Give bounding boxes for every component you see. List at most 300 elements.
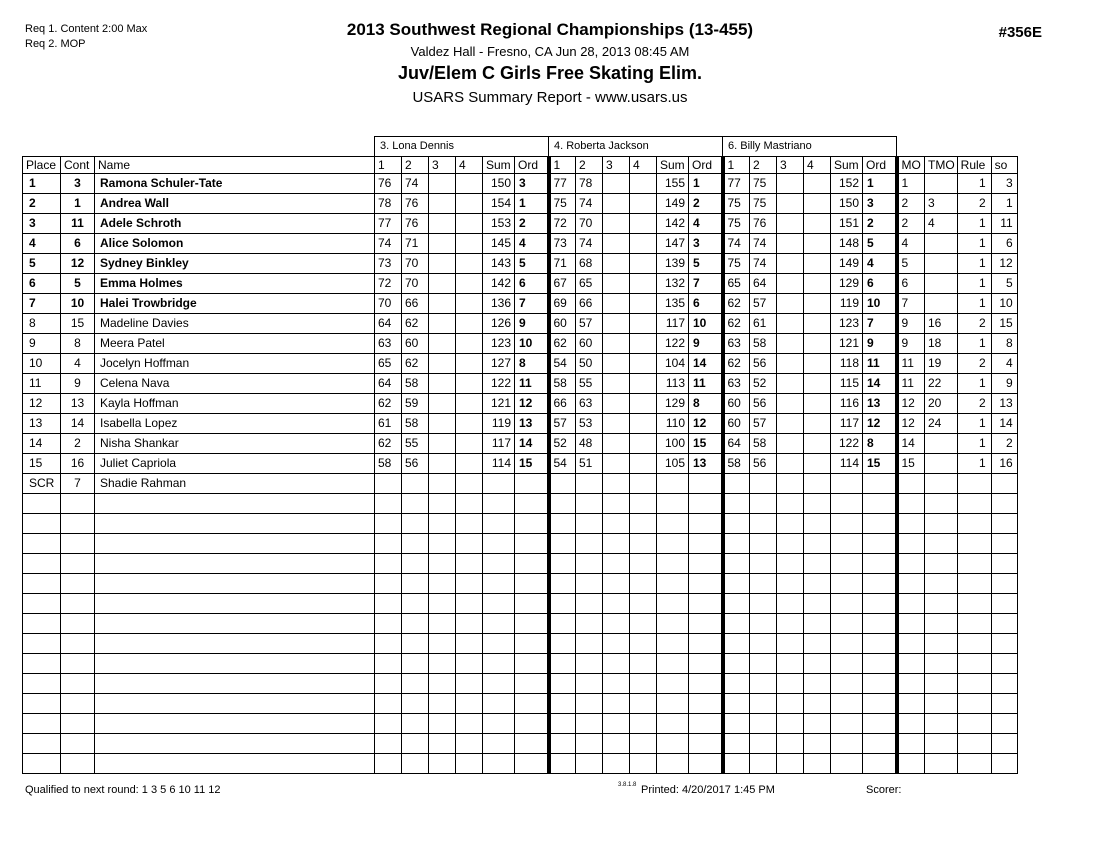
empty-cell	[603, 633, 630, 653]
ord-cell: 14	[863, 373, 897, 393]
tmo-cell	[925, 473, 958, 493]
score-cell	[603, 233, 630, 253]
col-header-1: 1	[375, 156, 402, 173]
sum-cell: 114	[483, 453, 515, 473]
place-cell: 3	[23, 213, 61, 233]
empty-cell	[831, 493, 863, 513]
ord-cell: 7	[863, 313, 897, 333]
empty-cell	[576, 613, 603, 633]
empty-cell	[863, 713, 897, 733]
score-cell	[777, 173, 804, 193]
name-cell: Celena Nava	[95, 373, 375, 393]
qualified-line: Qualified to next round: 1 3 5 6 10 11 12	[25, 784, 221, 796]
so-cell: 1	[991, 193, 1017, 213]
empty-cell	[429, 753, 456, 773]
empty-cell	[863, 653, 897, 673]
empty-cell	[630, 513, 657, 533]
mo-cell: 9	[897, 333, 925, 353]
ord-cell: 10	[689, 313, 723, 333]
score-cell	[603, 173, 630, 193]
score-cell: 65	[375, 353, 402, 373]
score-cell: 76	[402, 193, 429, 213]
empty-cell	[777, 633, 804, 653]
col-header-3: 3	[777, 156, 804, 173]
ord-cell: 8	[515, 353, 549, 373]
score-cell	[603, 473, 630, 493]
sum-cell: 122	[483, 373, 515, 393]
score-cell	[804, 253, 831, 273]
empty-cell	[483, 733, 515, 753]
empty-cell	[863, 633, 897, 653]
empty-cell	[456, 593, 483, 613]
empty-cell	[897, 753, 925, 773]
empty-cell	[723, 533, 750, 553]
empty-cell	[483, 713, 515, 733]
empty-cell	[95, 693, 375, 713]
empty-cell	[429, 673, 456, 693]
empty-cell	[925, 593, 958, 613]
empty-cell	[897, 573, 925, 593]
empty-cell	[689, 553, 723, 573]
empty-cell	[750, 693, 777, 713]
score-cell	[402, 473, 429, 493]
mo-cell	[897, 473, 925, 493]
score-cell: 64	[375, 313, 402, 333]
cont-cell: 5	[61, 273, 95, 293]
empty-cell	[777, 673, 804, 693]
empty-cell	[957, 633, 991, 653]
score-cell	[777, 333, 804, 353]
score-cell	[630, 413, 657, 433]
empty-cell	[375, 593, 402, 613]
ord-cell: 14	[689, 353, 723, 373]
empty-cell	[95, 633, 375, 653]
empty-cell	[957, 613, 991, 633]
empty-cell	[61, 713, 95, 733]
empty-cell	[61, 753, 95, 773]
empty-cell	[863, 513, 897, 533]
empty-cell	[402, 493, 429, 513]
ord-cell: 6	[515, 273, 549, 293]
score-cell: 64	[723, 433, 750, 453]
empty-cell	[95, 673, 375, 693]
empty-cell	[689, 693, 723, 713]
empty-cell	[630, 713, 657, 733]
score-cell	[804, 233, 831, 253]
empty-cell	[23, 733, 61, 753]
ord-cell: 11	[863, 353, 897, 373]
empty-cell	[991, 693, 1017, 713]
empty-cell	[657, 513, 689, 533]
empty-cell	[549, 653, 576, 673]
empty-cell	[863, 533, 897, 553]
empty-cell	[549, 493, 576, 513]
score-cell	[777, 193, 804, 213]
score-cell	[429, 473, 456, 493]
tmo-cell	[925, 173, 958, 193]
empty-cell	[429, 633, 456, 653]
empty-cell	[630, 533, 657, 553]
score-cell	[429, 353, 456, 373]
tmo-cell	[925, 293, 958, 313]
sum-cell: 126	[483, 313, 515, 333]
empty-cell	[576, 753, 603, 773]
place-cell: 4	[23, 233, 61, 253]
empty-cell	[576, 693, 603, 713]
col-header-ord: Ord	[689, 156, 723, 173]
result-row	[23, 193, 1018, 213]
empty-cell	[750, 493, 777, 513]
empty-cell	[630, 653, 657, 673]
score-cell: 55	[576, 373, 603, 393]
score-cell: 75	[723, 193, 750, 213]
tmo-cell: 4	[925, 213, 958, 233]
score-cell	[429, 173, 456, 193]
empty-cell	[456, 713, 483, 733]
result-row	[23, 373, 1018, 393]
empty-row	[23, 653, 1018, 673]
empty-cell	[483, 493, 515, 513]
sum-cell: 153	[483, 213, 515, 233]
empty-cell	[630, 753, 657, 773]
empty-cell	[630, 693, 657, 713]
sum-cell: 150	[483, 173, 515, 193]
ord-cell: 5	[689, 253, 723, 273]
ord-cell: 15	[515, 453, 549, 473]
tmo-cell: 19	[925, 353, 958, 373]
rule-cell: 1	[957, 233, 991, 253]
score-cell: 53	[576, 413, 603, 433]
score-cell	[777, 313, 804, 333]
software-version: 3.8.1.8	[618, 782, 637, 788]
empty-cell	[576, 533, 603, 553]
empty-cell	[375, 753, 402, 773]
empty-cell	[61, 593, 95, 613]
score-cell	[777, 393, 804, 413]
score-cell	[456, 433, 483, 453]
so-cell: 16	[991, 453, 1017, 473]
empty-cell	[991, 653, 1017, 673]
empty-cell	[689, 533, 723, 553]
rule-cell: 1	[957, 373, 991, 393]
empty-cell	[777, 533, 804, 553]
score-cell	[456, 273, 483, 293]
result-row	[23, 393, 1018, 413]
score-cell: 60	[549, 313, 576, 333]
empty-cell	[549, 713, 576, 733]
col-header-mo: MO	[897, 156, 925, 173]
ord-cell	[689, 473, 723, 493]
score-cell: 72	[375, 273, 402, 293]
result-row	[23, 353, 1018, 373]
place-cell: 15	[23, 453, 61, 473]
empty-cell	[657, 573, 689, 593]
score-cell	[549, 473, 576, 493]
score-cell: 65	[576, 273, 603, 293]
col-header-3: 3	[429, 156, 456, 173]
tmo-cell: 20	[925, 393, 958, 413]
sum-cell: 121	[483, 393, 515, 413]
name-cell: Kayla Hoffman	[95, 393, 375, 413]
col-header-place: Place	[23, 156, 61, 173]
result-row	[23, 213, 1018, 233]
empty-cell	[603, 513, 630, 533]
empty-cell	[402, 713, 429, 733]
empty-cell	[804, 573, 831, 593]
empty-cell	[23, 653, 61, 673]
cont-cell: 13	[61, 393, 95, 413]
cont-cell: 4	[61, 353, 95, 373]
empty-cell	[603, 553, 630, 573]
score-cell: 58	[723, 453, 750, 473]
empty-cell	[630, 573, 657, 593]
empty-cell	[897, 533, 925, 553]
score-cell: 74	[375, 233, 402, 253]
req-line-2: Req 2. MOP	[25, 38, 86, 50]
score-cell	[603, 273, 630, 293]
result-row	[23, 313, 1018, 333]
empty-cell	[831, 753, 863, 773]
empty-cell	[689, 573, 723, 593]
ord-cell: 10	[863, 293, 897, 313]
score-cell: 67	[549, 273, 576, 293]
empty-cell	[23, 693, 61, 713]
empty-cell	[750, 613, 777, 633]
empty-cell	[897, 673, 925, 693]
empty-cell	[483, 533, 515, 553]
empty-cell	[603, 573, 630, 593]
empty-cell	[831, 693, 863, 713]
ord-cell: 13	[689, 453, 723, 473]
empty-cell	[23, 613, 61, 633]
empty-cell	[897, 633, 925, 653]
place-cell: 5	[23, 253, 61, 273]
results-table	[22, 136, 1018, 774]
score-cell	[630, 473, 657, 493]
score-cell	[804, 273, 831, 293]
result-row	[23, 453, 1018, 473]
sum-cell: 116	[831, 393, 863, 413]
score-cell: 77	[549, 173, 576, 193]
empty-cell	[957, 593, 991, 613]
mo-cell: 6	[897, 273, 925, 293]
score-cell	[630, 193, 657, 213]
score-cell: 57	[750, 293, 777, 313]
tmo-cell	[925, 233, 958, 253]
score-cell: 78	[576, 173, 603, 193]
empty-cell	[863, 553, 897, 573]
col-header-sum: Sum	[483, 156, 515, 173]
score-cell: 74	[402, 173, 429, 193]
score-cell	[630, 273, 657, 293]
sum-cell: 135	[657, 293, 689, 313]
mo-cell: 2	[897, 213, 925, 233]
name-cell: Adele Schroth	[95, 213, 375, 233]
name-cell: Halei Trowbridge	[95, 293, 375, 313]
empty-cell	[23, 493, 61, 513]
empty-row	[23, 693, 1018, 713]
score-cell: 63	[723, 333, 750, 353]
tmo-cell: 3	[925, 193, 958, 213]
empty-cell	[549, 753, 576, 773]
sum-cell: 105	[657, 453, 689, 473]
empty-cell	[483, 753, 515, 773]
score-cell: 52	[750, 373, 777, 393]
rule-cell: 1	[957, 453, 991, 473]
empty-cell	[483, 553, 515, 573]
empty-cell	[777, 753, 804, 773]
empty-cell	[375, 493, 402, 513]
ord-cell: 15	[689, 433, 723, 453]
score-cell: 60	[576, 333, 603, 353]
ord-cell	[515, 473, 549, 493]
judge-header-spacer-right	[897, 137, 1018, 157]
empty-cell	[549, 613, 576, 633]
ord-cell: 13	[515, 413, 549, 433]
rule-cell: 1	[957, 253, 991, 273]
score-cell: 63	[576, 393, 603, 413]
empty-cell	[603, 593, 630, 613]
empty-cell	[549, 593, 576, 613]
score-cell	[777, 273, 804, 293]
score-cell: 71	[402, 233, 429, 253]
empty-cell	[375, 693, 402, 713]
score-cell	[456, 293, 483, 313]
tmo-cell	[925, 253, 958, 273]
empty-cell	[429, 593, 456, 613]
empty-cell	[576, 713, 603, 733]
empty-cell	[429, 613, 456, 633]
place-cell: 1	[23, 173, 61, 193]
empty-cell	[456, 653, 483, 673]
empty-cell	[863, 593, 897, 613]
empty-cell	[897, 593, 925, 613]
empty-cell	[95, 713, 375, 733]
empty-cell	[95, 753, 375, 773]
empty-cell	[456, 633, 483, 653]
empty-cell	[689, 513, 723, 533]
empty-cell	[991, 513, 1017, 533]
sum-cell: 132	[657, 273, 689, 293]
score-cell: 48	[576, 433, 603, 453]
score-cell: 62	[402, 353, 429, 373]
mo-cell: 11	[897, 373, 925, 393]
empty-cell	[429, 713, 456, 733]
empty-cell	[657, 753, 689, 773]
empty-cell	[515, 553, 549, 573]
empty-cell	[831, 633, 863, 653]
empty-cell	[925, 493, 958, 513]
empty-row	[23, 673, 1018, 693]
empty-cell	[630, 673, 657, 693]
score-cell	[429, 453, 456, 473]
empty-cell	[95, 553, 375, 573]
cont-cell: 3	[61, 173, 95, 193]
score-cell	[630, 253, 657, 273]
ord-cell: 12	[689, 413, 723, 433]
place-cell: 10	[23, 353, 61, 373]
score-cell	[429, 333, 456, 353]
sum-cell: 142	[657, 213, 689, 233]
sum-cell: 139	[657, 253, 689, 273]
score-cell: 78	[375, 193, 402, 213]
empty-cell	[630, 553, 657, 573]
empty-cell	[456, 693, 483, 713]
empty-cell	[549, 533, 576, 553]
venue-date-line: Valdez Hall - Fresno, CA Jun 28, 2013 08:45 AM	[410, 44, 690, 59]
score-cell	[630, 213, 657, 233]
empty-cell	[723, 613, 750, 633]
score-cell: 75	[750, 173, 777, 193]
ord-cell: 9	[515, 313, 549, 333]
empty-cell	[750, 513, 777, 533]
empty-cell	[863, 613, 897, 633]
empty-cell	[777, 513, 804, 533]
score-cell	[804, 373, 831, 393]
sum-cell: 155	[657, 173, 689, 193]
empty-cell	[375, 653, 402, 673]
sum-cell: 123	[483, 333, 515, 353]
ord-cell: 12	[515, 393, 549, 413]
ord-cell: 1	[689, 173, 723, 193]
score-cell: 62	[375, 393, 402, 413]
score-cell: 56	[750, 393, 777, 413]
score-cell: 74	[750, 253, 777, 273]
sum-cell: 117	[657, 313, 689, 333]
col-header-1: 1	[723, 156, 750, 173]
score-cell	[777, 353, 804, 373]
empty-cell	[402, 693, 429, 713]
empty-cell	[630, 733, 657, 753]
place-cell: 2	[23, 193, 61, 213]
empty-cell	[603, 533, 630, 553]
empty-cell	[804, 613, 831, 633]
mo-cell: 2	[897, 193, 925, 213]
empty-cell	[95, 513, 375, 533]
empty-cell	[483, 513, 515, 533]
empty-cell	[657, 733, 689, 753]
empty-cell	[23, 713, 61, 733]
empty-cell	[95, 733, 375, 753]
empty-row	[23, 753, 1018, 773]
empty-cell	[576, 573, 603, 593]
score-cell: 59	[402, 393, 429, 413]
empty-cell	[95, 593, 375, 613]
rule-cell: 2	[957, 193, 991, 213]
empty-cell	[925, 533, 958, 553]
empty-cell	[804, 693, 831, 713]
so-cell: 8	[991, 333, 1017, 353]
score-cell	[429, 213, 456, 233]
rule-cell: 1	[957, 213, 991, 233]
empty-cell	[456, 733, 483, 753]
score-cell: 52	[549, 433, 576, 453]
empty-cell	[925, 553, 958, 573]
empty-cell	[925, 513, 958, 533]
empty-cell	[515, 573, 549, 593]
score-cell	[603, 313, 630, 333]
empty-cell	[804, 493, 831, 513]
empty-cell	[375, 513, 402, 533]
score-cell	[456, 193, 483, 213]
empty-cell	[657, 593, 689, 613]
score-cell: 62	[549, 333, 576, 353]
score-cell: 74	[723, 233, 750, 253]
sum-cell: 145	[483, 233, 515, 253]
empty-cell	[863, 573, 897, 593]
result-row	[23, 293, 1018, 313]
empty-cell	[23, 533, 61, 553]
